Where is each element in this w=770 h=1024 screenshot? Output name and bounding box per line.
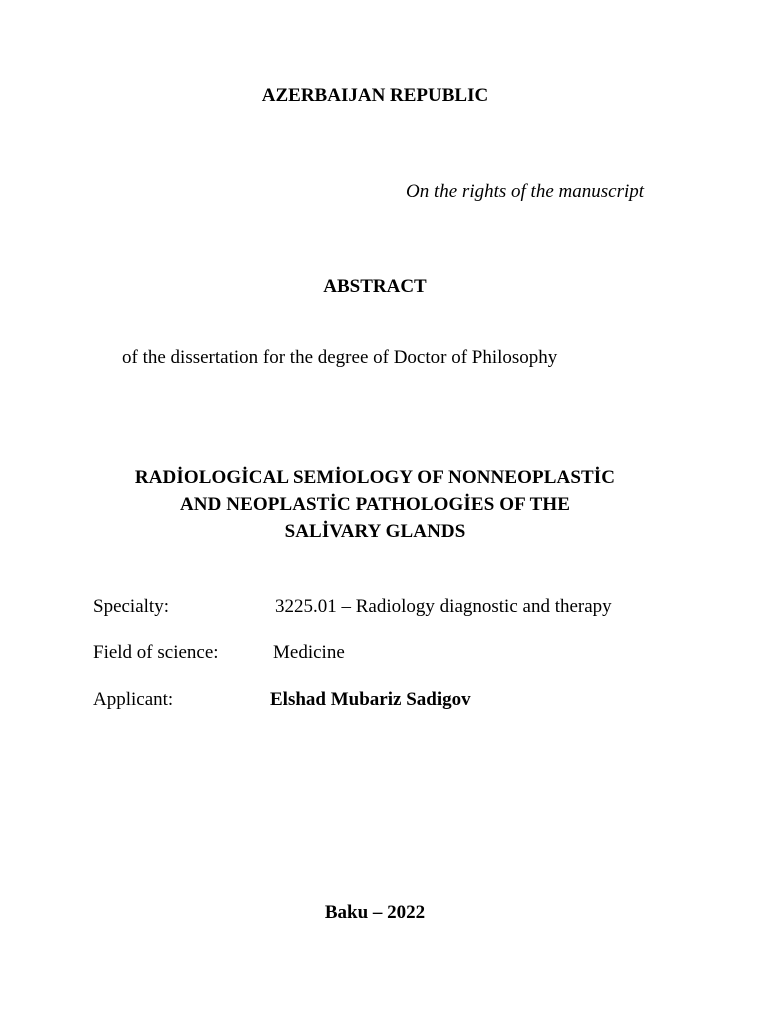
applicant-label: Applicant:	[93, 689, 174, 710]
dissertation-title	[0, 464, 750, 545]
field-label: Field of science:	[93, 642, 219, 663]
document-type-heading: ABSTRACT	[323, 276, 427, 297]
place-year: Baku – 2022	[324, 902, 426, 923]
field-value: Medicine	[273, 642, 345, 663]
applicant-row	[93, 688, 713, 712]
manuscript-rights-note: On the rights of the manuscript	[406, 181, 645, 202]
title-line-3: SALİVARY GLANDS	[284, 521, 466, 542]
applicant-name: Elshad Mubariz Sadigov	[270, 689, 471, 710]
specialty-value: 3225.01 – Radiology diagnostic and therapy	[275, 596, 612, 617]
title-line-2: AND NEOPLASTİC PATHOLOGİES OF THE	[179, 494, 571, 515]
specialty-row	[93, 595, 713, 619]
field-row	[93, 641, 713, 665]
country-heading: AZERBAIJAN REPUBLIC	[261, 85, 489, 106]
degree-line: of the dissertation for the degree of Doctor of Philosophy	[122, 347, 558, 368]
title-line-1: RADİOLOGİCAL SEMİOLOGY OF NONNEOPLASTİC	[134, 467, 616, 488]
specialty-label: Specialty:	[93, 596, 169, 617]
